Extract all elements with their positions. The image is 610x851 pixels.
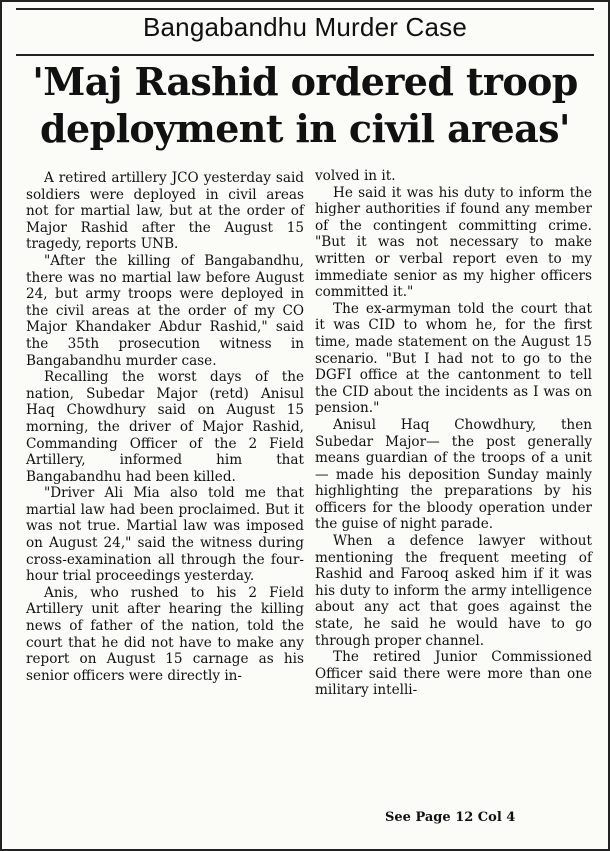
kicker-top-rule bbox=[16, 8, 594, 10]
headline: 'Maj Rashid ordered troop deployment in civil areas' bbox=[32, 59, 578, 151]
paragraph: When a defence lawyer without mentioning the frequent meeting of Rashid and Farooq asked him if it was his duty to inform the army intelligence about any act that goes against the state, he said he would have to go through proper channel. bbox=[315, 533, 592, 649]
paragraph: Anis, who rushed to his 2 Field Artillery unit after hearing the killing news of father of the nation, told the court that he did not have to make any report on August 15 carnage as his senior officers were directly in- bbox=[26, 584, 304, 684]
paragraph: A retired artillery JCO yesterday said soldiers were deployed in civil areas not for martial law, but at the order of Major Rashid after the August 15 tragedy, reports UNB. bbox=[26, 170, 304, 253]
paragraph: Anisul Haq Chowdhury, then Subedar Major— the post generally means guardian of the troops of a unit — made his deposition Sunday mainly highlighting the preparations by his officers for the bloody operation under the guise of night parade. bbox=[315, 416, 592, 533]
article-column-left bbox=[26, 170, 304, 684]
article-column-right bbox=[315, 168, 592, 699]
paragraph: Recalling the worst days of the nation, Subedar Major (retd) Anisul Haq Chowdhury said on August 15 morning, the driver of Major Rashid, Commanding Officer of the 2 Field Artillery, informed him that Bangabandhu had been killed. bbox=[26, 369, 304, 485]
kicker-title: Bangabandhu Murder Case bbox=[142, 12, 468, 42]
paragraph: He said it was his duty to inform the higher authorities if found any member of the contingent committing crime. "But it was not necessary to make written or verbal report even to my immediate senior as my higher officers committed it." bbox=[315, 184, 592, 301]
paragraph-continuation: volved in it. bbox=[315, 168, 396, 184]
paragraph: The retired Junior Commissioned Officer said there were more than one military intelli- bbox=[315, 649, 592, 699]
paragraph: "After the killing of Bangabandhu, there was no martial law before August 24, but army troops were deployed in the civil areas at the order of my CO Major Khandaker Abdur Rashid," said the 35th prosecution witness in Bangabandhu murder case. bbox=[26, 252, 304, 369]
kicker-bottom-rule bbox=[16, 54, 594, 56]
paragraph: The ex-armyman told the court that it was CID to whom he, for the first time, made statement on the August 15 scenario. "But I had not to go to the DGFI office at the cantonment to tell the CID about the incidents as I was on pension." bbox=[315, 300, 592, 417]
continuation-note: See Page 12 Col 4 bbox=[385, 810, 516, 825]
paragraph: "Driver Ali Mia also told me that martial law had been proclaimed. But it was not true. Martial law was imposed on August 24," said the witness during cross-examination all through the four-hour trial proceedings yesterday. bbox=[26, 485, 304, 585]
